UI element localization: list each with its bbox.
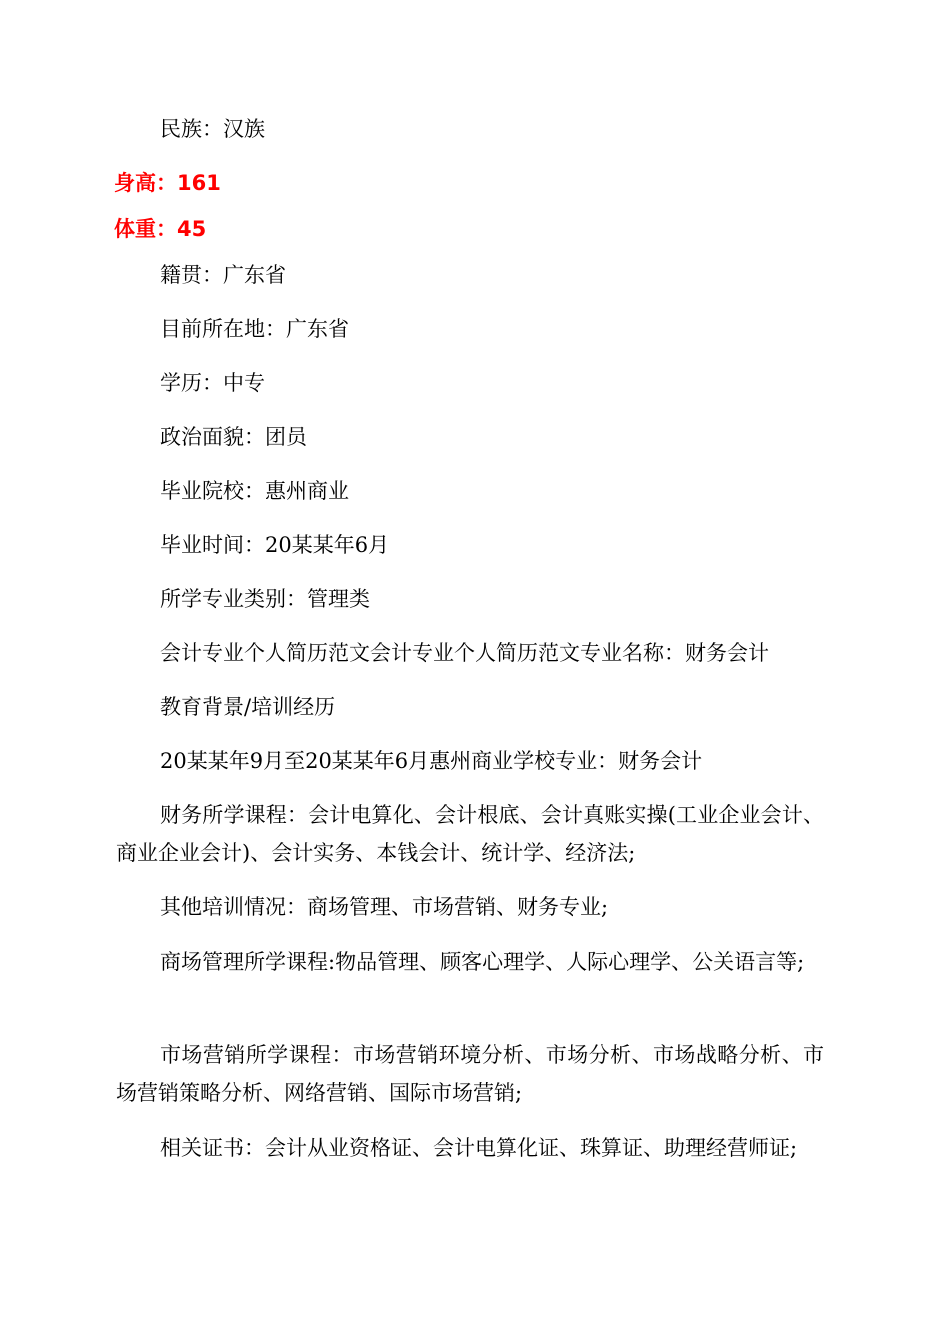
- height-line: 身高：161: [114, 171, 221, 195]
- major-name-line: 会计专业个人简历范文会计专业个人简历范文专业名称：财务会计: [160, 641, 769, 665]
- marketing-courses-paragraph: 市场营销所学课程：市场营销环境分析、市场分析、市场战略分析、市场营销策略分析、网络营销、国际市场营销;: [116, 1043, 824, 1105]
- location-line: 目前所在地：广东省: [160, 317, 349, 341]
- grad-time-line: 毕业时间：20某某年6月: [160, 533, 390, 557]
- finance-courses-paragraph: 财务所学课程：会计电算化、会计根底、会计真账实操(工业企业会计、商业企业会计)、会计实务、本钱会计、统计学、经济法;: [116, 803, 824, 865]
- major-category-line: 所学专业类别：管理类: [160, 587, 370, 611]
- education-line: 学历：中专: [160, 371, 265, 395]
- political-status-line: 政治面貌：团员: [160, 425, 307, 449]
- other-training-line: 其他培训情况：商场管理、市场营销、财务专业;: [160, 895, 609, 919]
- edu-period-line: 20某某年9月至20某某年6月惠州商业学校专业：财务会计: [160, 749, 703, 773]
- mall-courses-paragraph: 商场管理所学课程:物品管理、顾客心理学、人际心理学、公关语言等;: [160, 950, 805, 974]
- certificates-paragraph: 相关证书：会计从业资格证、会计电算化证、珠算证、助理经营师证;: [160, 1136, 798, 1160]
- weight-line: 体重：45: [114, 217, 207, 241]
- school-line: 毕业院校：惠州商业: [160, 479, 349, 503]
- edu-heading-line: 教育背景/培训经历: [160, 695, 336, 719]
- native-place-line: 籍贯：广东省: [160, 263, 286, 287]
- ethnicity-line: 民族：汉族: [160, 117, 265, 141]
